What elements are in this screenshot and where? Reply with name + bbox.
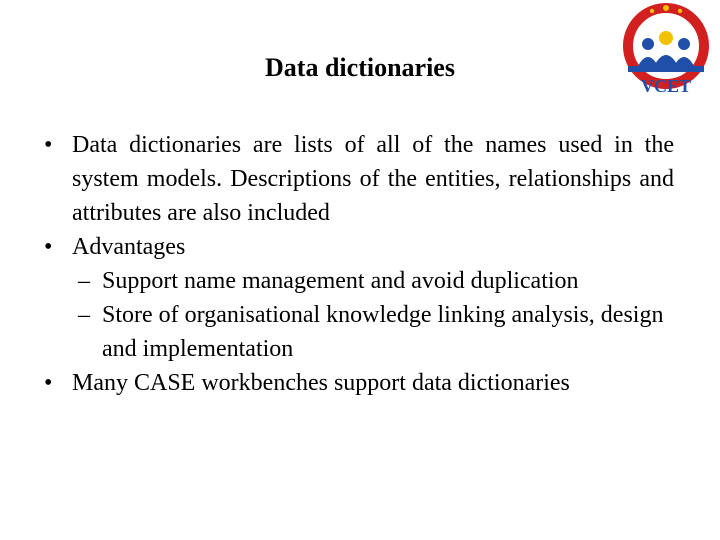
bullet-text: Data dictionaries are lists of all of the names used in the system models. Descriptions of the entities, relationships and attributes are also included	[72, 132, 674, 226]
bullet-marker: •	[44, 234, 53, 260]
sub-bullet-item	[44, 298, 674, 366]
bullet-text: Advantages	[72, 234, 186, 260]
sub-bullet-marker: –	[78, 268, 90, 294]
logo-text: VCET	[640, 76, 692, 96]
bullet-item	[44, 230, 674, 264]
bullet-text: Many CASE workbenches support data dictionaries	[72, 370, 570, 396]
sub-bullet-marker: –	[78, 302, 90, 328]
bullet-item	[44, 366, 674, 400]
slide-title: Data dictionaries	[265, 53, 455, 82]
college-logo-icon	[618, 2, 714, 98]
bullet-list	[44, 128, 674, 400]
bullet-item	[44, 128, 674, 230]
sub-bullet-item	[44, 264, 674, 298]
sub-bullet-text: Support name management and avoid duplication	[102, 268, 579, 294]
sub-bullet-text: Store of organisational knowledge linking analysis, design and implementation	[102, 302, 664, 362]
bullet-marker: •	[44, 132, 53, 158]
bullet-marker: •	[44, 370, 53, 396]
